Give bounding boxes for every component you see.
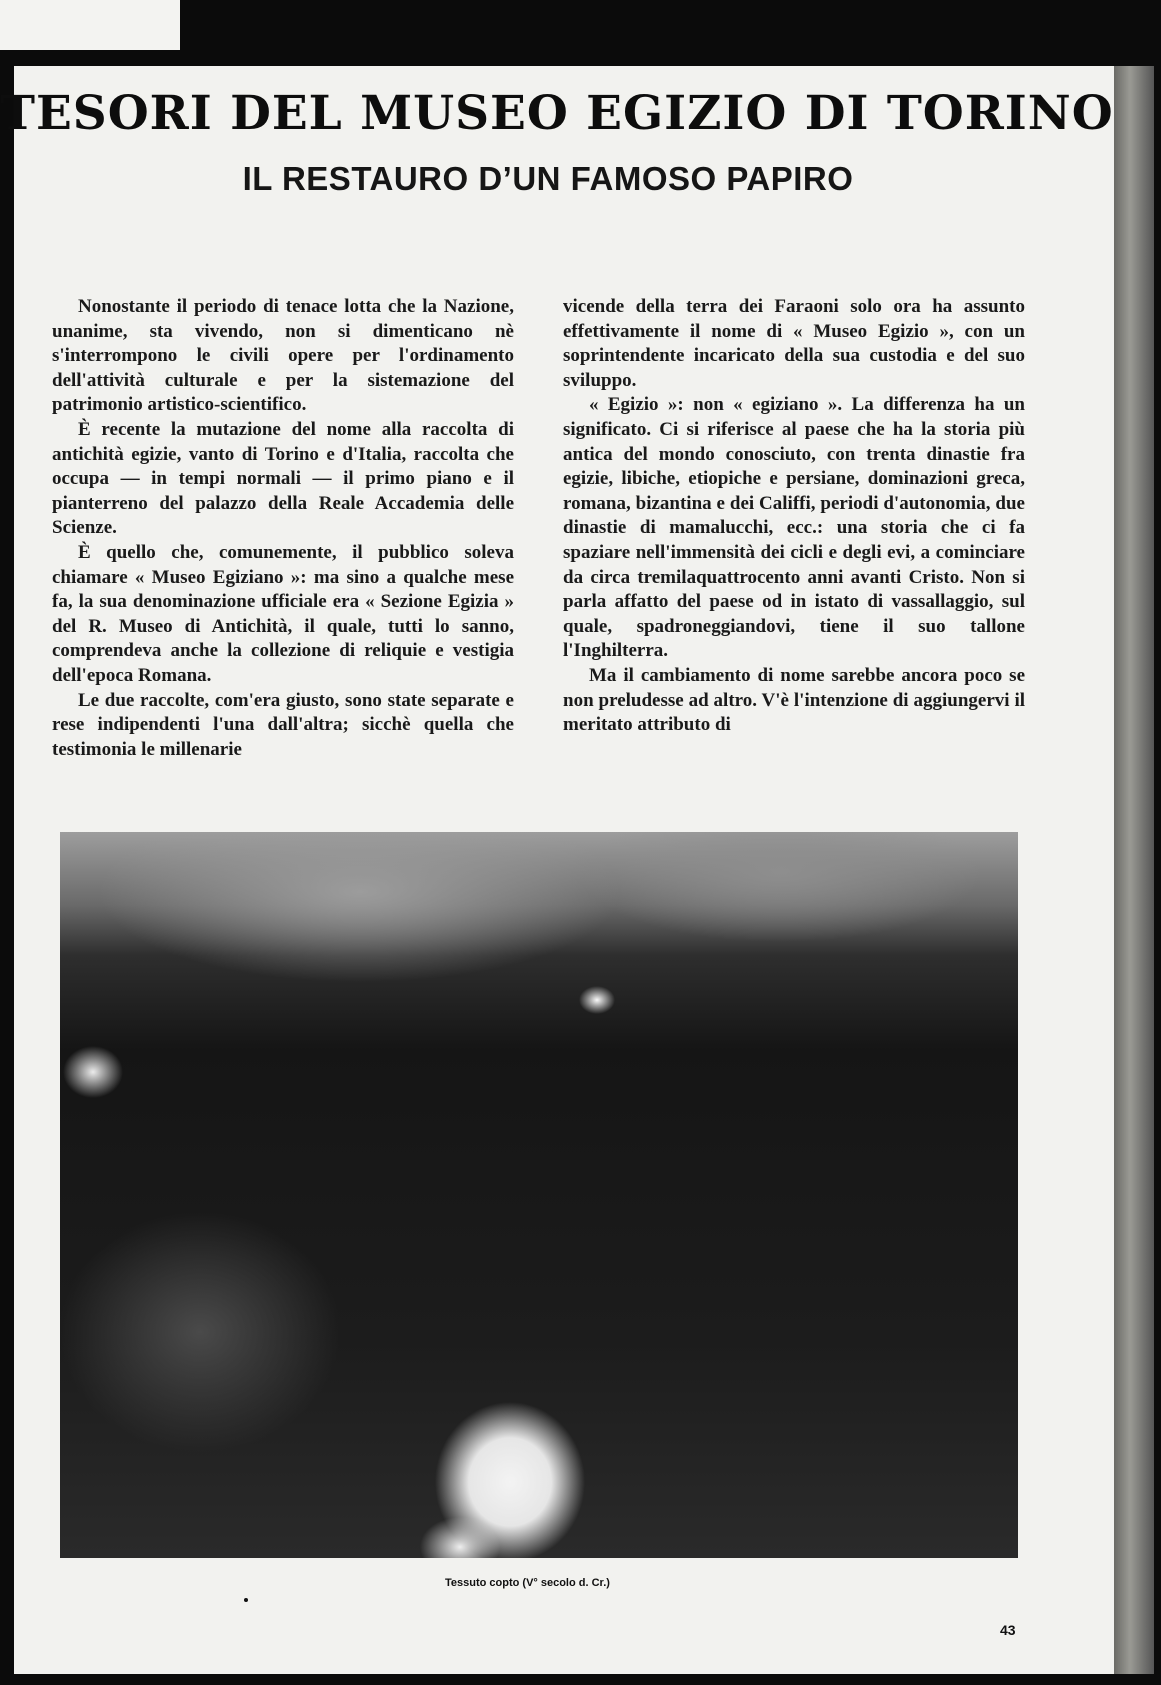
paragraph: Ma il cambiamento di nome sarebbe ancora poco se non preludesse ad altro. V'è l'intenzione di aggiungervi il meritato attributo di bbox=[563, 664, 1025, 736]
photo-caption: Tessuto copto (V° secolo d. Cr.) bbox=[445, 1577, 610, 1589]
paragraph: È recente la mutazione del nome alla raccolta di antichità egizie, vanto di Torino e d'Italia, raccolta che occupa — in tempi normali — il primo piano e il pianterreno del palazzo della Reale Accademia delle Scienze. bbox=[52, 418, 514, 539]
page-number: 43 bbox=[1000, 1622, 1016, 1638]
paragraph: Nonostante il periodo di tenace lotta che la Nazione, unanime, sta vivendo, non si dimenticano nè s'interrompono le civili opere per l'ordinamento dell'attività culturale e per la sistemazione del patrimonio artistico-scientifico. bbox=[52, 296, 514, 416]
text-column-right bbox=[563, 295, 1025, 738]
ink-dot bbox=[244, 1598, 248, 1602]
text-column-left bbox=[52, 295, 514, 762]
textile-photograph bbox=[60, 832, 1018, 1558]
paragraph: Le due raccolte, com'era giusto, sono state separate e rese indipendenti l'una dall'altra; sicchè quella che testimonia le millenarie bbox=[52, 689, 514, 760]
article-subtitle: IL RESTAURO D’UN FAMOSO PAPIRO bbox=[242, 160, 854, 197]
paragraph: « Egizio »: non « egiziano ». La differenza ha un significato. Ci si riferisce al paese che ha la storia più antica del mondo conosciuto, con trenta dinastie fra egizie, libiche, etiopiche e persiane, dominazioni greca, romana, bizantina e dei Califfi, periodi d'autonomia, due dinastie di mamalucchi, ecc.: una storia che ci fa spaziare nell'immensità dei cicli e degli evi, a cominciare da circa tremilaquattrocento anni avanti Cristo. Non si parla affatto del paese od in istato di vassallaggio, sul quale, spadroneggiandovi, tiene il suo tallone l'Inghilterra. bbox=[563, 394, 1025, 662]
page-edge-strip bbox=[1114, 66, 1154, 1674]
paragraph: È quello che, comunemente, il pubblico soleva chiamare « Museo Egiziano »: ma sino a qualche mese fa, la sua denominazione ufficiale era « Sezione Egizia » del R. Museo di Antichità, il quale, tutti lo sanno, comprendeva anche la collezione di reliquie e vestigia dell'epoca Romana. bbox=[52, 541, 514, 686]
page-edge-white bbox=[0, 0, 180, 50]
article-title: TESORI DEL MUSEO EGIZIO DI TORINO bbox=[0, 86, 1114, 141]
paragraph: vicende della terra dei Faraoni solo ora ha assunto effettivamente il nome di « Museo Egizio », con un soprintendente incaricato della sua custodia e del suo sviluppo. bbox=[563, 296, 1025, 391]
